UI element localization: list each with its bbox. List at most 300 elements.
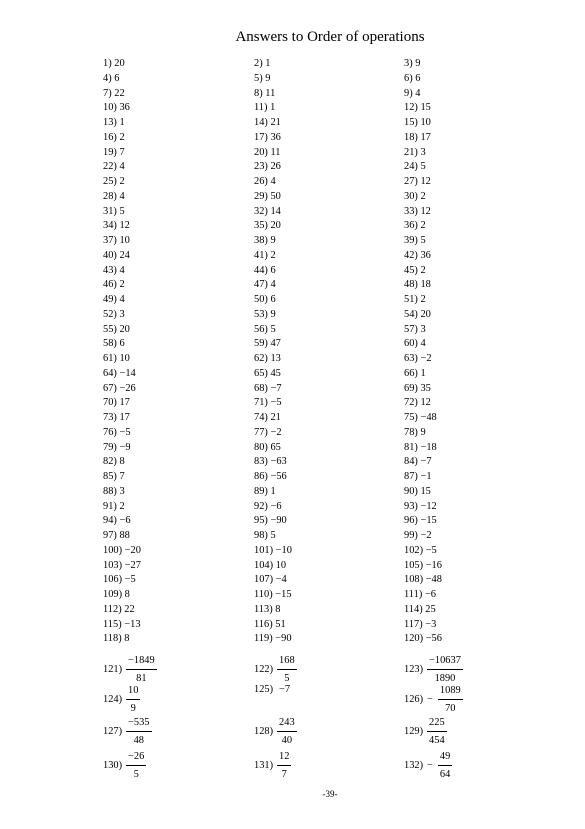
answer-number: 40) <box>103 249 117 261</box>
answer-number: 119) <box>254 633 273 645</box>
answer-row <box>404 101 442 116</box>
answer-number: 14) <box>254 117 268 128</box>
answer-row <box>404 485 442 500</box>
answer-number: 78) <box>404 426 418 438</box>
answer-number: 23) <box>254 161 268 173</box>
answer-row <box>404 264 442 279</box>
answer-value: −5 <box>124 574 136 586</box>
answer-row <box>254 101 292 116</box>
answer-value: −5 <box>270 397 282 409</box>
answer-value: −56 <box>425 633 442 645</box>
answer-value: 2 <box>119 279 125 291</box>
answer-row <box>103 249 141 264</box>
answer-value: 11 <box>270 146 281 158</box>
answer-row <box>103 57 141 72</box>
answer-value: 10 <box>119 235 130 246</box>
answer-row <box>103 411 141 426</box>
answer-row <box>404 131 442 146</box>
answer-value: 47 <box>270 338 281 350</box>
answer-value: 5 <box>270 323 276 335</box>
answer-number: 58) <box>103 338 117 350</box>
answer-number: 16) <box>103 131 117 143</box>
answer-number: 19) <box>103 146 117 158</box>
answer-number: 34) <box>103 220 117 232</box>
answer-row <box>254 205 292 220</box>
answer-number: 75) <box>404 412 418 423</box>
answer-value: −15 <box>275 589 292 600</box>
answer-value: −18 <box>420 441 437 453</box>
answer-number: 5) <box>254 72 263 84</box>
answer-131: 131) $\frac{12}{7}$ <box>254 751 290 780</box>
answer-number: 56) <box>254 323 268 335</box>
answer-row <box>404 116 442 131</box>
answer-value: −6 <box>270 500 282 512</box>
answer-number: 60) <box>404 338 418 350</box>
answer-row <box>404 470 442 485</box>
answer-124: 124) $\frac{10}{9}$ <box>103 685 139 714</box>
answer-row <box>254 529 292 544</box>
answer-row <box>404 367 442 382</box>
answer-row <box>254 72 292 87</box>
fraction: $\frac{1089}{70}$ <box>439 685 461 714</box>
answer-value: 4 <box>270 279 276 291</box>
answer-number: 27) <box>404 176 418 187</box>
answer-row <box>404 441 442 456</box>
answer-value: 10 <box>275 559 287 571</box>
answer-number: 51) <box>404 294 418 305</box>
answer-number: 71) <box>254 397 268 409</box>
answer-row <box>404 308 442 323</box>
answer-row <box>103 264 141 279</box>
answer-row <box>254 618 292 633</box>
page-title: Answers to Order of operations <box>235 29 425 45</box>
answer-row <box>404 603 442 618</box>
answer-row <box>404 411 442 426</box>
answer-number: 46) <box>103 279 117 291</box>
answer-number: 57) <box>404 323 418 335</box>
answer-number: 117) <box>404 618 423 630</box>
answer-value: 2 <box>119 500 125 512</box>
answer-row <box>103 441 141 456</box>
answer-value: 4 <box>119 294 125 305</box>
answer-value: 20 <box>114 58 125 69</box>
answer-value: 25 <box>425 603 436 615</box>
page-number: -39- <box>322 789 338 799</box>
answer-row <box>103 485 141 500</box>
answer-number: 67) <box>103 382 117 394</box>
answer-row <box>404 396 442 411</box>
answer-row <box>404 352 442 367</box>
answer-row <box>103 382 141 397</box>
answer-row <box>254 293 292 308</box>
answer-value: 11 <box>265 87 276 99</box>
answer-number: 100) <box>103 544 123 556</box>
answer-value: 22 <box>124 603 135 615</box>
answer-row <box>404 234 442 249</box>
answer-number: 69) <box>404 382 418 394</box>
answer-row <box>103 544 141 559</box>
answer-number: 21) <box>404 146 418 158</box>
answer-value: 8 <box>124 589 130 600</box>
answer-row <box>254 352 292 367</box>
answer-column-3 <box>404 57 442 647</box>
answer-value: 13 <box>270 353 281 364</box>
answer-row <box>254 219 292 234</box>
answer-number: 73) <box>103 412 117 423</box>
answer-row <box>254 603 292 618</box>
answer-number: 37) <box>103 235 117 246</box>
answer-number: 28) <box>103 190 117 202</box>
answer-number: 47) <box>254 279 268 291</box>
answer-number: 32) <box>254 205 268 217</box>
answer-row <box>103 559 141 574</box>
answer-126: 126) − $\frac{1089}{70}$ <box>404 685 461 714</box>
fraction: $\frac{243}{40}$ <box>279 717 295 746</box>
answer-number: 52) <box>103 308 117 320</box>
answer-value: 2 <box>270 249 276 261</box>
answer-number: 63) <box>404 353 418 364</box>
answer-value: 6 <box>270 294 276 305</box>
answer-number: 35) <box>254 220 268 232</box>
answer-number: 17) <box>254 131 268 143</box>
answer-row <box>254 308 292 323</box>
answer-128: 128) $\frac{243}{40}$ <box>254 717 295 746</box>
answer-number: 10) <box>103 102 117 114</box>
answer-number: 104) <box>254 559 274 571</box>
answer-number: 96) <box>404 515 418 527</box>
answer-row <box>103 396 141 411</box>
answer-value: 6 <box>415 72 421 84</box>
answer-number: 54) <box>404 308 418 320</box>
answer-number: 74) <box>254 412 268 423</box>
answer-value: −63 <box>270 456 287 468</box>
answer-row <box>103 146 141 161</box>
answer-row <box>254 175 292 190</box>
answer-row <box>103 337 141 352</box>
answer-value: 3 <box>119 308 125 320</box>
answer-number: 3) <box>404 58 413 69</box>
answer-row <box>404 529 442 544</box>
answer-number: 102) <box>404 544 424 556</box>
answer-row <box>254 426 292 441</box>
answer-number: 112) <box>103 603 122 615</box>
answer-column-1 <box>103 57 141 647</box>
fraction: $\frac{-1849}{81}$ <box>128 655 155 684</box>
answer-row <box>254 573 292 588</box>
answer-number: 84) <box>404 456 418 468</box>
answer-number: 81) <box>404 441 418 453</box>
answer-value: −6 <box>424 589 436 600</box>
answer-value: −48 <box>425 574 442 586</box>
answer-value: 6 <box>270 264 276 276</box>
answer-number: 107) <box>254 574 274 586</box>
answer-value: 3 <box>119 485 125 497</box>
answer-row <box>103 470 141 485</box>
answer-number: 45) <box>404 264 418 276</box>
answer-row <box>404 337 442 352</box>
answer-value: −4 <box>275 574 287 586</box>
answer-row <box>103 323 141 338</box>
answer-number: 8) <box>254 87 263 99</box>
answer-row <box>103 87 141 102</box>
answer-value: 22 <box>114 87 125 99</box>
answer-number: 88) <box>103 485 117 497</box>
answer-row <box>103 455 141 470</box>
answer-number: 61) <box>103 353 117 364</box>
answer-row <box>103 205 141 220</box>
answer-number: 49) <box>103 294 117 305</box>
answer-value: −7 <box>270 382 282 394</box>
answer-number: 36) <box>404 220 418 232</box>
answer-number: 65) <box>254 367 268 379</box>
answer-value: 1 <box>119 117 125 128</box>
answer-number: 41) <box>254 249 268 261</box>
answer-value: 7 <box>119 146 125 158</box>
answer-value: 3 <box>420 323 426 335</box>
answer-number: 99) <box>404 530 418 541</box>
answer-number: 110) <box>254 589 273 600</box>
answer-number: 20) <box>254 146 268 158</box>
answer-row <box>254 116 292 131</box>
answer-number: 90) <box>404 485 418 497</box>
answer-123: 123) $\frac{-10637}{1890}$ <box>404 655 461 684</box>
answer-value: −12 <box>420 500 437 512</box>
answer-value: −10 <box>275 544 292 556</box>
answer-number: 77) <box>254 426 268 438</box>
answer-row <box>103 573 141 588</box>
answer-column-2 <box>254 57 292 647</box>
fraction: $\frac{-26}{5}$ <box>128 751 145 780</box>
answer-number: 108) <box>404 574 424 586</box>
answer-value: 4 <box>119 190 125 202</box>
answer-value: 12 <box>420 176 431 187</box>
answer-row <box>103 72 141 87</box>
answer-row <box>404 382 442 397</box>
answer-row <box>404 219 442 234</box>
answer-number: 98) <box>254 530 268 541</box>
answer-value: −16 <box>425 559 442 571</box>
answer-value: 4 <box>119 264 125 276</box>
answer-row <box>103 529 141 544</box>
answer-number: 113) <box>254 603 273 615</box>
answer-number: 43) <box>103 264 117 276</box>
answer-row <box>254 441 292 456</box>
answer-value: 17 <box>119 412 130 423</box>
answer-number: 31) <box>103 205 117 217</box>
answer-value: 1 <box>420 367 426 379</box>
answer-value: 20 <box>119 323 130 335</box>
answer-number: 66) <box>404 367 418 379</box>
answer-number: 106) <box>103 574 123 586</box>
answer-number: 6) <box>404 72 413 84</box>
answer-value: 24 <box>119 249 130 261</box>
answer-value: −27 <box>124 559 141 571</box>
answer-value: 8 <box>119 456 125 468</box>
answer-row <box>103 160 141 175</box>
answer-number: 11) <box>254 102 268 114</box>
answer-row <box>404 500 442 515</box>
answer-129: 129) $\frac{225}{454}$ <box>404 717 445 746</box>
answer-row <box>404 278 442 293</box>
answer-row <box>404 146 442 161</box>
answer-value: −6 <box>119 515 131 527</box>
answer-value: 4 <box>119 161 125 173</box>
answer-value: 20 <box>270 220 281 232</box>
fraction: $\frac{-535}{48}$ <box>128 717 150 746</box>
answer-value: 2 <box>119 176 125 187</box>
answer-value: −13 <box>124 618 141 630</box>
answer-row <box>254 57 292 72</box>
fraction: $\frac{49}{64}$ <box>439 751 451 780</box>
answer-row <box>254 396 292 411</box>
answer-row <box>103 426 141 441</box>
answer-row <box>404 588 442 603</box>
answer-number: 48) <box>404 279 418 291</box>
answer-number: 72) <box>404 397 418 409</box>
answer-value: 51 <box>275 618 286 630</box>
answer-value: 5 <box>420 161 426 173</box>
answer-value: 35 <box>420 382 431 394</box>
answer-number: 25) <box>103 176 117 187</box>
answer-number: 76) <box>103 426 117 438</box>
answer-row <box>404 87 442 102</box>
answer-row <box>254 131 292 146</box>
answer-row <box>254 588 292 603</box>
answer-number: 62) <box>254 353 268 364</box>
answer-number: 2) <box>254 58 263 69</box>
answer-number: 30) <box>404 190 418 202</box>
answer-number: 109) <box>103 589 123 600</box>
fraction: $\frac{225}{454}$ <box>429 717 445 746</box>
answer-number: 4) <box>103 72 112 84</box>
answer-row <box>404 514 442 529</box>
answer-row <box>254 500 292 515</box>
answer-number: 59) <box>254 338 268 350</box>
answer-value: 5 <box>420 235 426 246</box>
answer-130: 130) $\frac{-26}{5}$ <box>103 751 145 780</box>
answer-value: −2 <box>420 530 432 541</box>
answer-row <box>254 559 292 574</box>
answer-number: 38) <box>254 235 268 246</box>
answer-row <box>103 367 141 382</box>
answer-row <box>103 278 141 293</box>
answer-row <box>254 249 292 264</box>
answer-number: 93) <box>404 500 418 512</box>
answer-row <box>103 175 141 190</box>
answer-value: −9 <box>119 441 131 453</box>
answer-value: 12 <box>420 397 431 409</box>
answer-number: 116) <box>254 618 273 630</box>
answer-number: 101) <box>254 544 274 556</box>
answer-row <box>103 618 141 633</box>
answer-value: −15 <box>420 515 437 527</box>
answer-row <box>254 455 292 470</box>
answer-value: 12 <box>119 220 130 232</box>
answer-value: 2 <box>420 294 426 305</box>
answer-value: −5 <box>425 544 437 556</box>
answer-number: 97) <box>103 530 117 541</box>
answer-number: 83) <box>254 456 268 468</box>
answer-value: 6 <box>114 72 120 84</box>
answer-row <box>254 470 292 485</box>
answer-value: 50 <box>270 190 281 202</box>
answer-row <box>404 249 442 264</box>
answer-row <box>254 323 292 338</box>
answer-value: 65 <box>270 441 281 453</box>
answer-value: 8 <box>275 603 281 615</box>
answer-value: 5 <box>270 530 276 541</box>
answer-value: −26 <box>119 382 136 394</box>
answer-value: 17 <box>119 397 130 409</box>
answer-number: 111) <box>404 589 423 600</box>
answer-value: −48 <box>420 412 437 423</box>
answer-row <box>103 116 141 131</box>
answer-value: 12 <box>420 205 431 217</box>
answer-number: 92) <box>254 500 268 512</box>
answer-value: −7 <box>420 456 432 468</box>
answer-value: −90 <box>275 633 292 645</box>
answer-row <box>103 603 141 618</box>
answer-row <box>404 323 442 338</box>
answer-number: 114) <box>404 603 423 615</box>
answer-row <box>254 87 292 102</box>
answer-row <box>254 632 292 647</box>
answer-number: 22) <box>103 161 117 173</box>
fraction: $\frac{168}{5}$ <box>279 655 295 684</box>
answer-number: 115) <box>103 618 122 630</box>
fraction: $\frac{12}{7}$ <box>279 751 290 780</box>
answer-row <box>103 514 141 529</box>
answer-row <box>103 352 141 367</box>
answer-number: 105) <box>404 559 424 571</box>
answer-row <box>404 293 442 308</box>
answer-row <box>254 367 292 382</box>
answer-132: 132) − $\frac{49}{64}$ <box>404 751 451 780</box>
answer-number: 15) <box>404 117 418 128</box>
answer-122: 122) $\frac{168}{5}$ <box>254 655 295 684</box>
answer-value: 20 <box>420 308 431 320</box>
answer-value: 17 <box>420 131 431 143</box>
fraction: $\frac{10}{9}$ <box>128 685 139 714</box>
answer-row <box>103 588 141 603</box>
answer-row <box>103 219 141 234</box>
answer-number: 42) <box>404 249 418 261</box>
answer-value: −90 <box>270 515 287 527</box>
answer-value: 26 <box>270 161 281 173</box>
answer-value: 2 <box>119 131 125 143</box>
answer-121: 121) $\frac{-1849}{81}$ <box>103 655 155 684</box>
answer-row <box>103 101 141 116</box>
answer-value: 5 <box>119 205 125 217</box>
answer-row <box>404 205 442 220</box>
answer-number: 79) <box>103 441 117 453</box>
answer-row <box>404 455 442 470</box>
answer-value: 14 <box>270 205 281 217</box>
answer-row <box>103 308 141 323</box>
answer-number: 26) <box>254 176 268 187</box>
answer-value: 36 <box>270 131 281 143</box>
answer-row <box>103 131 141 146</box>
answer-127: 127) $\frac{-535}{48}$ <box>103 717 150 746</box>
answer-row <box>404 573 442 588</box>
answer-value: 21 <box>270 117 281 128</box>
answer-number: 24) <box>404 161 418 173</box>
answer-value: 15 <box>420 485 431 497</box>
answer-number: 29) <box>254 190 268 202</box>
answer-number: 80) <box>254 441 268 453</box>
answer-number: 89) <box>254 485 268 497</box>
answer-number: 9) <box>404 87 413 99</box>
